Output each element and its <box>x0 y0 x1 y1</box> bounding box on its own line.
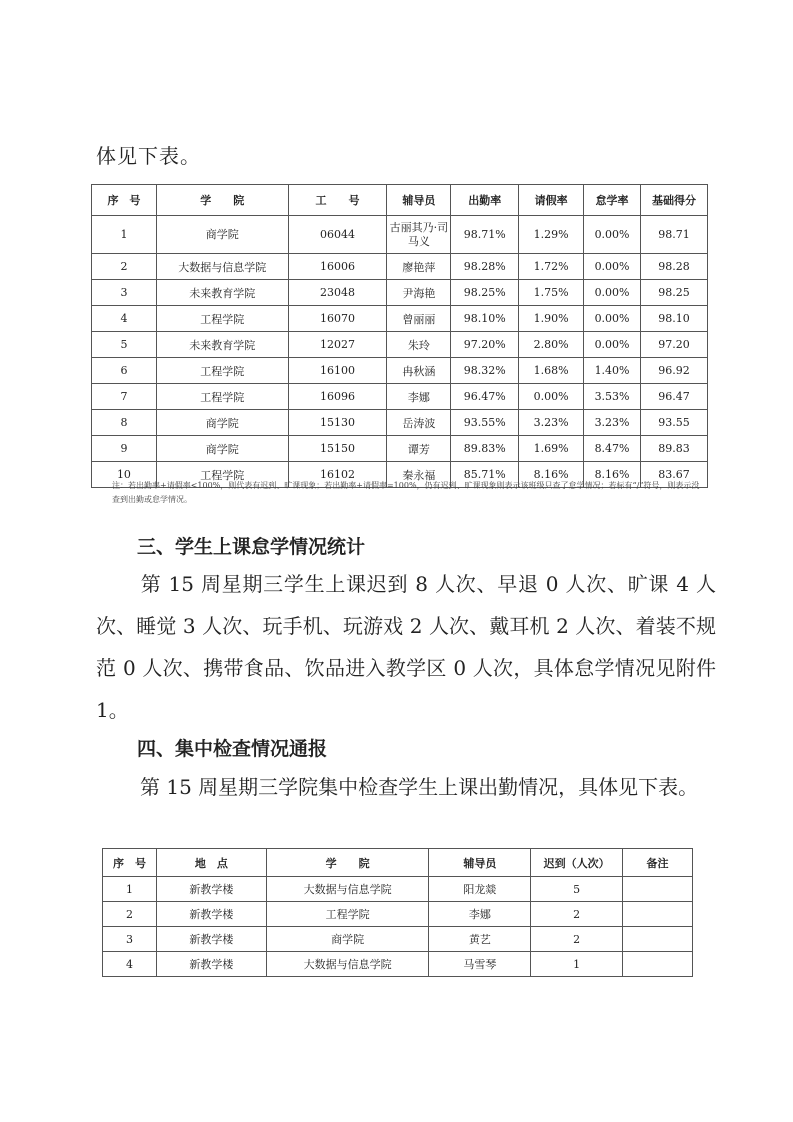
column-header: 迟到（人次） <box>531 849 623 877</box>
column-header: 出勤率 <box>451 185 519 216</box>
table-note: 注：若出勤率+请假率<100%，则代表有迟到、旷课现象；若出勤率+请假率=100%，仍有迟到、旷课现象则表示该班级只查了怠学情况；若标有“/”符号，则表示没查到出勤或怠学情况。 <box>112 481 700 504</box>
table-cell: 工程学院 <box>156 462 288 488</box>
table-cell: 未来教育学院 <box>156 332 288 358</box>
table-cell: 工程学院 <box>156 358 288 384</box>
table-cell: 96.47% <box>451 384 519 410</box>
table-row <box>92 436 708 462</box>
table-cell: 黄艺 <box>429 927 531 952</box>
table-cell: 1.68% <box>519 358 584 384</box>
table-header-row <box>92 185 708 216</box>
table-cell: 16006 <box>288 254 387 280</box>
table-cell: 98.28 <box>641 254 708 280</box>
table-cell: 廖艳萍 <box>387 254 451 280</box>
table-cell: 16102 <box>288 462 387 488</box>
column-header: 备注 <box>623 849 693 877</box>
table-cell: 8.16% <box>519 462 584 488</box>
table-cell: 1.90% <box>519 306 584 332</box>
table-cell: 曾丽丽 <box>387 306 451 332</box>
column-header: 辅导员 <box>429 849 531 877</box>
table-cell: 4 <box>103 952 157 977</box>
table-cell: 3.23% <box>584 410 641 436</box>
table-cell: 6 <box>92 358 157 384</box>
table-cell: 15150 <box>288 436 387 462</box>
column-header: 地 点 <box>156 849 266 877</box>
table-header-row <box>103 849 693 877</box>
table-row <box>92 280 708 306</box>
table-cell: 0.00% <box>584 280 641 306</box>
table-cell: 商学院 <box>156 436 288 462</box>
table-row <box>103 927 693 952</box>
table-cell: 7 <box>92 384 157 410</box>
table-cell <box>623 927 693 952</box>
table-cell: 3 <box>92 280 157 306</box>
table-cell: 93.55 <box>641 410 708 436</box>
table-cell: 96.47 <box>641 384 708 410</box>
table-cell: 98.10 <box>641 306 708 332</box>
table-cell: 16096 <box>288 384 387 410</box>
table-cell: 阳龙燚 <box>429 877 531 902</box>
table-cell: 98.32% <box>451 358 519 384</box>
table-row <box>103 952 693 977</box>
column-header: 学 院 <box>156 185 288 216</box>
table-cell: 12027 <box>288 332 387 358</box>
table-cell: 商学院 <box>156 216 288 254</box>
table-cell: 商学院 <box>156 410 288 436</box>
table-cell: 新教学楼 <box>156 902 266 927</box>
table-cell <box>623 952 693 977</box>
table-cell: 2 <box>92 254 157 280</box>
column-header: 学 院 <box>266 849 429 877</box>
table-cell: 0.00% <box>519 384 584 410</box>
section-heading-3: 三、学生上课怠学情况统计 <box>137 536 366 558</box>
table-cell: 8 <box>92 410 157 436</box>
table-cell: 李娜 <box>429 902 531 927</box>
table-cell: 0.00% <box>584 216 641 254</box>
table-row <box>103 877 693 902</box>
table-cell: 工程学院 <box>266 902 429 927</box>
table-row <box>92 306 708 332</box>
table-cell: 新教学楼 <box>156 877 266 902</box>
table-cell: 89.83 <box>641 436 708 462</box>
paragraph-text: 第 15 周星期三学院集中检查学生上课出勤情况，具体见下表。 <box>140 775 699 799</box>
inspection-table <box>102 848 693 977</box>
table-cell <box>623 902 693 927</box>
table-cell: 4 <box>92 306 157 332</box>
table-cell: 1 <box>531 952 623 977</box>
table-cell: 新教学楼 <box>156 952 266 977</box>
table-cell: 新教学楼 <box>156 927 266 952</box>
table-cell <box>623 877 693 902</box>
table-cell: 85.71% <box>451 462 519 488</box>
column-header: 辅导员 <box>387 185 451 216</box>
table-cell: 朱玲 <box>387 332 451 358</box>
table-cell: 2 <box>531 927 623 952</box>
table-cell: 97.20% <box>451 332 519 358</box>
table-cell: 2 <box>103 902 157 927</box>
table-cell: 岳涛波 <box>387 410 451 436</box>
table-cell: 商学院 <box>266 927 429 952</box>
table-cell: 16070 <box>288 306 387 332</box>
table-cell: 0.00% <box>584 306 641 332</box>
table-row <box>92 216 708 254</box>
table-cell: 0.00% <box>584 332 641 358</box>
table-row <box>92 410 708 436</box>
table-cell: 工程学院 <box>156 384 288 410</box>
table-cell: 3.53% <box>584 384 641 410</box>
table-cell: 1.69% <box>519 436 584 462</box>
table-cell: 1.29% <box>519 216 584 254</box>
table-cell: 98.71 <box>641 216 708 254</box>
table-cell: 秦永福 <box>387 462 451 488</box>
table-cell: 96.92 <box>641 358 708 384</box>
table-row <box>92 358 708 384</box>
table-cell: 5 <box>531 877 623 902</box>
table-cell: 2 <box>531 902 623 927</box>
paragraph-text: 第 15 周星期三学生上课迟到 8 人次、早退 0 人次、旷课 4 人次、睡觉 3 人次、玩手机、玩游戏 2 人次、戴耳机 2 人次、着装不规范 0 人次、携带食品、饮品进入教学区 0 人次，具体怠学情况见附件 1。 <box>96 572 716 722</box>
table-cell: 93.55% <box>451 410 519 436</box>
table-cell: 89.83% <box>451 436 519 462</box>
table-row <box>92 332 708 358</box>
table-cell: 97.20 <box>641 332 708 358</box>
table-cell: 83.67 <box>641 462 708 488</box>
table-cell: 1 <box>103 877 157 902</box>
table-cell: 3.23% <box>519 410 584 436</box>
table-cell: 0.00% <box>584 254 641 280</box>
table-cell: 2.80% <box>519 332 584 358</box>
section-paragraph-4 <box>96 766 716 808</box>
table-cell: 98.28% <box>451 254 519 280</box>
table-cell: 98.10% <box>451 306 519 332</box>
section-heading-4: 四、集中检查情况通报 <box>137 738 328 760</box>
table-cell: 16100 <box>288 358 387 384</box>
table-row <box>92 384 708 410</box>
table-cell: 冉秋涵 <box>387 358 451 384</box>
table-cell: 06044 <box>288 216 387 254</box>
table-cell: 1 <box>92 216 157 254</box>
table-cell: 98.25% <box>451 280 519 306</box>
table-cell: 98.71% <box>451 216 519 254</box>
table-cell: 5 <box>92 332 157 358</box>
column-header: 序 号 <box>92 185 157 216</box>
table-cell: 尹海艳 <box>387 280 451 306</box>
column-header: 怠学率 <box>584 185 641 216</box>
column-header: 请假率 <box>519 185 584 216</box>
table-cell: 1.75% <box>519 280 584 306</box>
table-cell: 未来教育学院 <box>156 280 288 306</box>
table-cell: 9 <box>92 436 157 462</box>
table-cell: 大数据与信息学院 <box>266 877 429 902</box>
lead-text: 体见下表。 <box>96 144 201 168</box>
table-cell: 古丽其乃·司马义 <box>387 216 451 254</box>
table-cell: 大数据与信息学院 <box>156 254 288 280</box>
table-cell: 23048 <box>288 280 387 306</box>
table-cell: 李娜 <box>387 384 451 410</box>
column-header: 序 号 <box>103 849 157 877</box>
table-cell: 8.16% <box>584 462 641 488</box>
table-cell: 98.25 <box>641 280 708 306</box>
table-cell: 工程学院 <box>156 306 288 332</box>
table-cell: 马雪琴 <box>429 952 531 977</box>
table-cell: 1.72% <box>519 254 584 280</box>
table-row <box>92 254 708 280</box>
table-cell: 15130 <box>288 410 387 436</box>
column-header: 工 号 <box>288 185 387 216</box>
section-paragraph-3 <box>96 563 716 731</box>
table-row <box>103 902 693 927</box>
table-cell: 8.47% <box>584 436 641 462</box>
table-cell: 1.40% <box>584 358 641 384</box>
table-cell: 谭芳 <box>387 436 451 462</box>
counselor-score-table <box>91 184 708 488</box>
table-cell: 10 <box>92 462 157 488</box>
table-cell: 3 <box>103 927 157 952</box>
column-header: 基础得分 <box>641 185 708 216</box>
table-cell: 大数据与信息学院 <box>266 952 429 977</box>
